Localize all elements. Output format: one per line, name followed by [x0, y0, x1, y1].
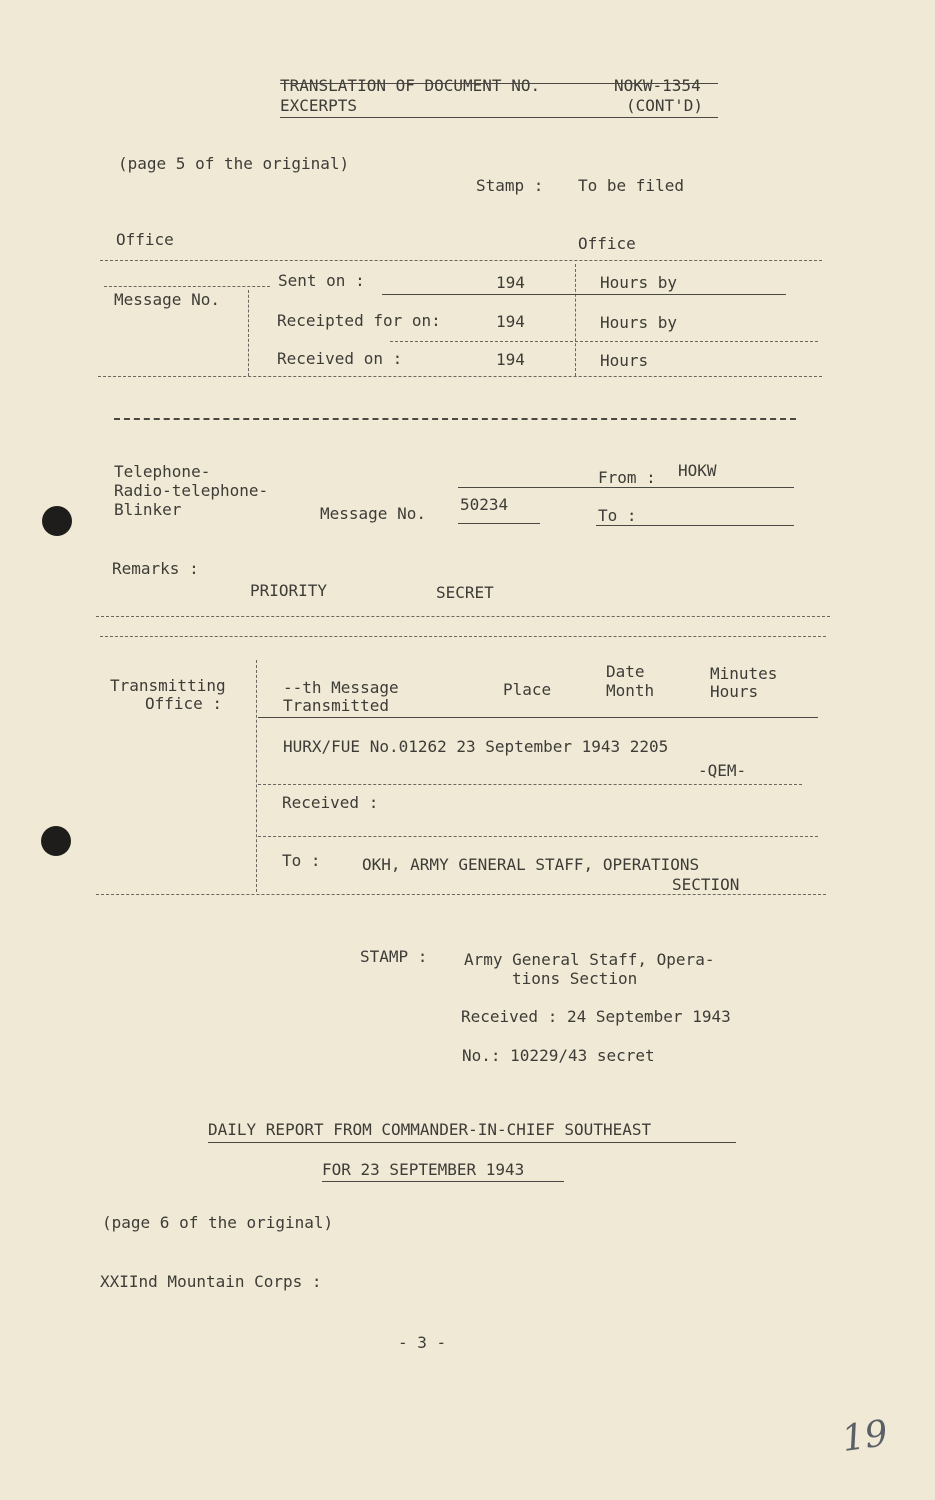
- office-left-label: Office: [116, 230, 174, 249]
- punch-hole-lower: [41, 826, 71, 856]
- transmitting-entry: HURX/FUE No.01262 23 September 1943 2205: [283, 737, 669, 756]
- header-title: TRANSLATION OF DOCUMENT NO.: [280, 76, 541, 95]
- page-ref-bottom: (page 6 of the original): [102, 1213, 334, 1232]
- from-line: [458, 487, 794, 488]
- stamp-top-label: Stamp :: [476, 176, 544, 195]
- mode-telephone: Telephone-: [114, 462, 211, 481]
- transmission-modes: [114, 462, 268, 519]
- col-date-2: Month: [606, 681, 655, 700]
- remarks-line-2: [100, 636, 826, 637]
- stamp-number: No.: 10229/43 secret: [462, 1046, 655, 1065]
- form-row-sent-year: 194: [496, 273, 525, 292]
- transmitting-divider: [256, 660, 257, 892]
- transmission-message-no-value: 50234: [460, 495, 509, 514]
- transmission-message-no-label: Message No.: [320, 504, 426, 523]
- col-place: Place: [503, 680, 552, 699]
- col-minutes-1: Minutes: [710, 664, 778, 683]
- form-message-no-label: Message No.: [114, 290, 220, 309]
- stamp-top-value: To be filed: [578, 176, 684, 195]
- remarks-secret: SECRET: [436, 583, 494, 602]
- to-office-value-2: SECTION: [672, 875, 740, 894]
- mode-blinker: Blinker: [114, 500, 182, 519]
- header-doc-number: NOKW-1354: [614, 76, 701, 95]
- report-title-1: DAILY REPORT FROM COMMANDER-IN-CHIEF SOUTHEAST: [208, 1120, 652, 1139]
- form-row-sent-right: Hours by: [600, 273, 678, 292]
- form-row-received-label: Received on :: [277, 349, 403, 368]
- to-label: To :: [598, 506, 637, 525]
- form-row-receipted-line: [390, 341, 818, 342]
- header-contd: (CONT'D): [626, 96, 704, 115]
- handwritten-mark: 19: [839, 1413, 891, 1460]
- to-office-label: To :: [282, 851, 321, 870]
- columns-underline: [258, 717, 818, 718]
- transmitting-entry-sub: -QEM-: [698, 761, 747, 780]
- transmitting-bottom-line: [96, 894, 826, 895]
- header-underline: [280, 117, 718, 118]
- form-row-received-right: Hours: [600, 351, 649, 370]
- remarks-label: Remarks :: [112, 559, 199, 578]
- form-divider-left: [248, 290, 249, 376]
- page-ref-top: (page 5 of the original): [118, 154, 350, 173]
- report-title-2: FOR 23 SEPTEMBER 1943: [322, 1160, 525, 1179]
- to-office-value-1: OKH, ARMY GENERAL STAFF, OPERATIONS: [362, 855, 700, 874]
- form-divider-right: [575, 264, 576, 376]
- transmitting-label-2: Office :: [145, 694, 223, 713]
- office-right-label: Office: [578, 234, 636, 253]
- form-top-line: [100, 260, 822, 261]
- stamp-label: STAMP :: [360, 947, 428, 966]
- col-message-1: --th Message: [283, 678, 399, 697]
- header-excerpts: EXCERPTS: [280, 96, 358, 115]
- form-row-receipted-year: 194: [496, 312, 525, 331]
- section-separator: [114, 418, 796, 420]
- form-row-receipted-label: Receipted for on:: [277, 311, 441, 330]
- remarks-line-1: [96, 616, 830, 617]
- col-minutes-2: Hours: [710, 682, 759, 701]
- report-title-1-underline: [208, 1142, 736, 1143]
- header-strike-line: [280, 83, 718, 84]
- to-line: [596, 525, 794, 526]
- form-bottom-line: [98, 376, 822, 377]
- transmitting-label-1: Transmitting: [110, 676, 226, 695]
- message-no-underline: [458, 523, 540, 524]
- page-number: - 3 -: [398, 1333, 447, 1352]
- punch-hole-upper: [42, 506, 72, 536]
- received-label: Received :: [282, 793, 379, 812]
- form-row-sent-line: [382, 294, 786, 295]
- stamp-value-2: tions Section: [512, 969, 638, 988]
- col-date-1: Date: [606, 662, 645, 681]
- stamp-received: Received : 24 September 1943: [461, 1007, 731, 1026]
- report-title-2-underline: [322, 1181, 564, 1182]
- col-message-2: Transmitted: [283, 696, 389, 715]
- mode-radio-telephone: Radio-telephone-: [114, 481, 269, 500]
- from-label: From :: [598, 468, 656, 487]
- corps-heading: XXIInd Mountain Corps :: [100, 1272, 322, 1291]
- stamp-value-1: Army General Staff, Opera-: [464, 950, 715, 969]
- form-row-received-year: 194: [496, 350, 525, 369]
- form-row-sent-label: Sent on :: [278, 271, 365, 290]
- received-line: [258, 836, 818, 837]
- message-no-line: [104, 286, 270, 287]
- entry-line: [258, 784, 802, 785]
- from-value: HOKW: [678, 461, 717, 480]
- remarks-priority: PRIORITY: [250, 581, 328, 600]
- form-row-receipted-right: Hours by: [600, 313, 678, 332]
